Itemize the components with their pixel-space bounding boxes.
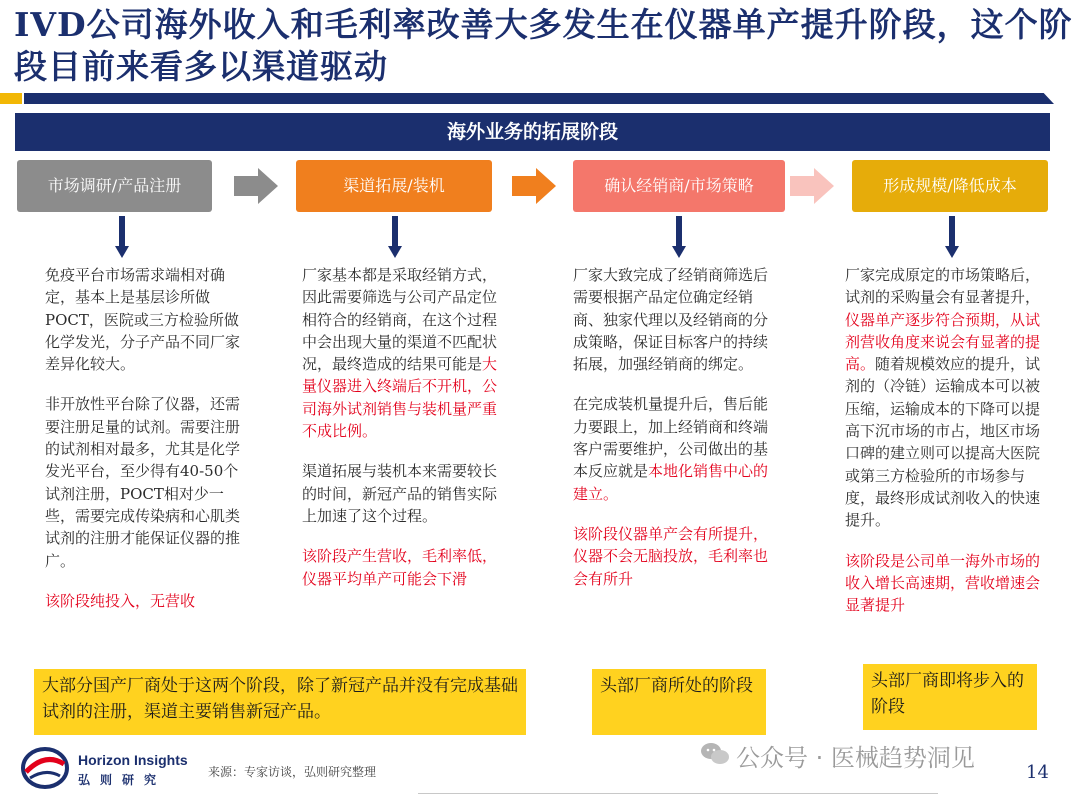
watermark-text: 公众号 · 医械趋势洞见 xyxy=(736,744,975,772)
stage-market-research: 市场调研/产品注册 xyxy=(17,160,212,212)
stage-3-text: 在完成装机量提升后，售后能力要跟上，加上经销商和终端客户需要维护，公司做出的基本反应就是 xyxy=(573,395,769,481)
wechat-icon xyxy=(700,741,730,767)
stage-2-paragraph: 渠道拓展与装机本来需要较长的时间，新冠产品的销售实际上加速了这个过程。 xyxy=(302,462,498,525)
stage-2-description xyxy=(302,264,508,608)
stage-confirm-distributors: 确认经销商/市场策略 xyxy=(573,160,785,212)
page-number: 14 xyxy=(1026,762,1049,783)
arrow-right-icon xyxy=(234,168,278,204)
title-rule-gold xyxy=(0,93,22,104)
arrow-down-icon xyxy=(672,216,686,258)
horizon-insights-logo-icon xyxy=(20,746,70,790)
stage-4-conclusion: 该阶段是公司单一海外市场的收入增长高速期，营收增速会显著提升 xyxy=(845,551,1041,615)
stage-1-paragraph: 非开放性平台除了仪器，还需要注册足量的试剂。需要注册的试剂相对最多，尤其是化学发光平台，至少得有40-50个试剂注册，POCT相对少一些，需要完成传染病和心肌类试剂的注册才能保证仪器的推广。 xyxy=(45,395,241,570)
stage-1-paragraph: 免疫平台市场需求端相对确定，基本上是基层诊所做POCT，医院或三方检验所做化学发光，分子产品不同厂家差异化较大。 xyxy=(45,266,241,374)
note-domestic-manufacturers: 大部分国产厂商处于这两个阶段，除了新冠产品并没有完成基础试剂的注册，渠道主要销售新冠产品。 xyxy=(34,669,526,735)
stage-3-paragraph xyxy=(573,393,779,504)
stage-1-description xyxy=(45,264,250,630)
arrow-right-icon xyxy=(512,168,556,204)
stage-3-highlight: 本地化销售中心的建立。 xyxy=(573,462,769,503)
brand-name-en: Horizon Insights xyxy=(78,752,188,768)
section-header: 海外业务的拓展阶段 xyxy=(15,113,1050,151)
footer-divider xyxy=(418,793,938,794)
stage-4-text: 随着规模效应的提升，试剂的（冷链）运输成本可以被压缩，运输成本的下降可以提高下沉市场的市占，地区市场口碑的建立则可以提高大医院或第三方检验所的市场参与度，最终形成试剂收入的快速提升。 xyxy=(845,355,1041,530)
page-title: IVD公司海外收入和毛利率改善大多发生在仪器单产提升阶段，这个阶段目前来看多以渠道驱动 xyxy=(14,5,1073,86)
stage-4-highlight: 仪器单产逐步符合预期，从试剂营收角度来说会有显著的提高。 xyxy=(845,310,1041,374)
brand-name-cn: 弘则研究 xyxy=(78,773,167,787)
stage-4-text: 厂家完成原定的市场策略后，试剂的采购量会有显著提升， xyxy=(845,266,1041,307)
stage-1-conclusion: 该阶段纯投入，无营收 xyxy=(45,591,196,610)
arrow-down-icon xyxy=(945,216,959,258)
stage-3-conclusion: 该阶段仪器单产会有所提升，仪器不会无脑投放，毛利率也会有所升 xyxy=(573,524,769,588)
stage-3-paragraph: 厂家大致完成了经销商筛选后需要根据产品定位确定经销商、独家代理以及经销商的分成策略，保证目标客户的持续拓展，加强经销商的绑定。 xyxy=(573,266,769,374)
arrow-down-icon xyxy=(388,216,402,258)
stage-2-paragraph xyxy=(302,264,508,442)
note-leading-next-stage: 头部厂商即将步入的阶段 xyxy=(863,664,1037,730)
stage-2-highlight: 大量仪器进入终端后不开机，公司海外试剂销售与装机量严重不成比例。 xyxy=(302,355,498,441)
stage-channel-expansion: 渠道拓展/装机 xyxy=(296,160,492,212)
stage-4-paragraph xyxy=(845,264,1050,532)
stage-4-description xyxy=(845,264,1050,634)
stage-2-text: 厂家基本都是采取经销方式，因此需要筛选与公司产品定位相符合的经销商，在这个过程中会出现大量的渠道不匹配状况，最终造成的结果可能是 xyxy=(302,266,498,374)
arrow-down-icon xyxy=(115,216,129,258)
stage-2-conclusion: 该阶段产生营收，毛利率低，仪器平均单产可能会下滑 xyxy=(302,547,498,588)
source-note: 来源：专家访谈，弘则研究整理 xyxy=(208,765,377,779)
stage-3-description xyxy=(573,264,779,608)
stage-scale-up: 形成规模/降低成本 xyxy=(852,160,1048,212)
note-leading-current-stage: 头部厂商所处的阶段 xyxy=(592,669,766,735)
title-rule-navy xyxy=(24,93,1054,104)
arrow-right-icon xyxy=(790,168,834,204)
